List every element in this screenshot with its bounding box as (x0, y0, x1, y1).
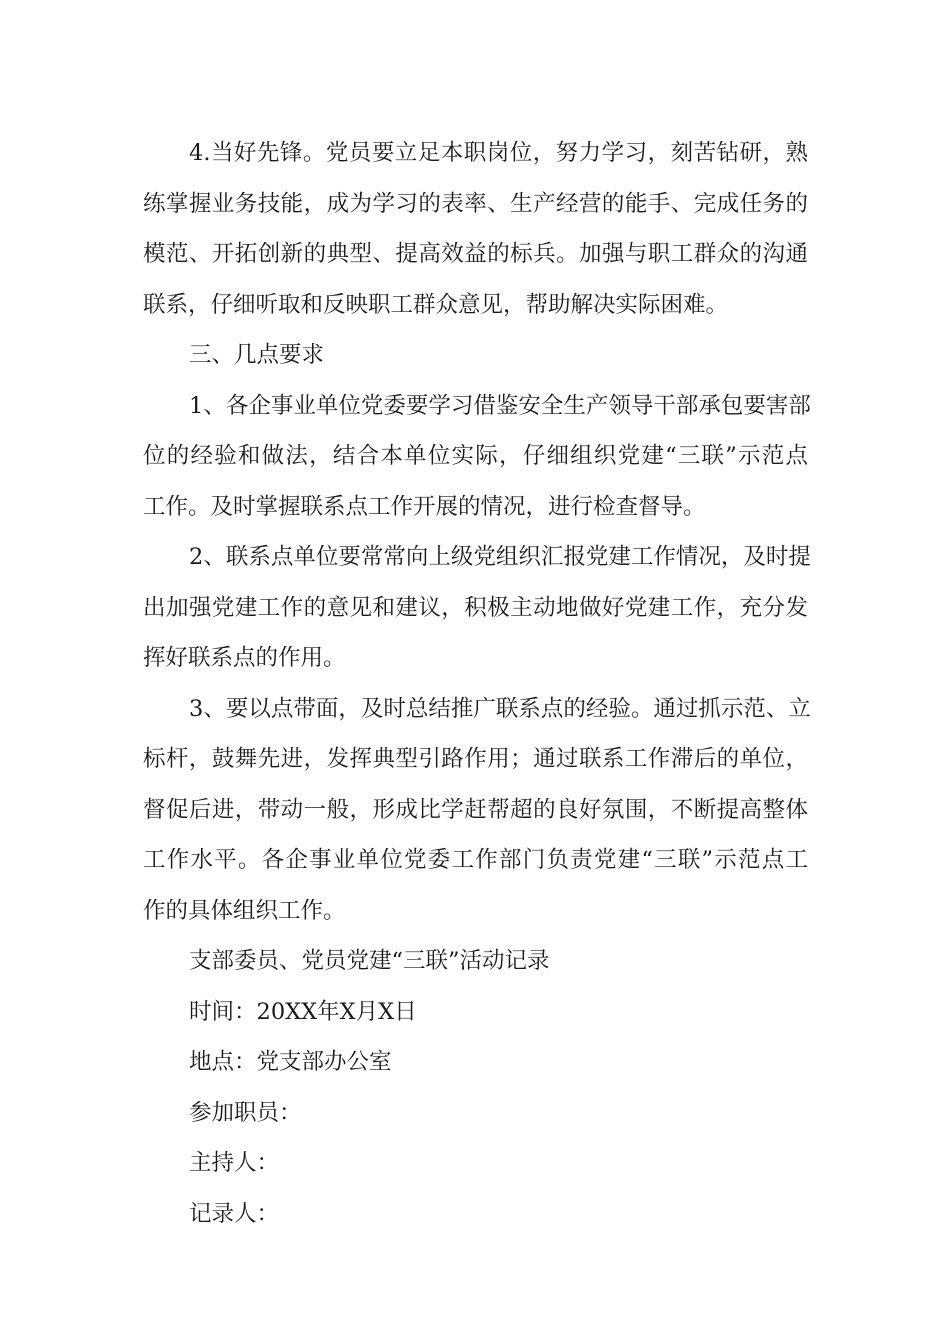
record-time: 时间：20XX年X月X日 (189, 998, 417, 1025)
text-line: 3、要以点带面，及时总结推广联系点的经验。通过抓示范、立 (189, 695, 811, 722)
record-recorder: 记录人： (189, 1200, 280, 1227)
text-line: 练掌握业务技能，成为学习的表率、生产经营的能手、完成任务的 (143, 190, 808, 217)
record-host: 主持人： (189, 1150, 280, 1176)
requirement-2 (143, 532, 811, 684)
text-line: 1、各企事业单位党委要学习借鉴安全生产领导干部承包要害部 (189, 392, 811, 419)
text-line: 位的经验和做法，结合本单位实际，仔细组织党建“三联”示范点 (143, 443, 808, 469)
text-line: 挥好联系点的作用。 (143, 645, 346, 671)
text-line: 2、联系点单位要常常向上级党组织汇报党建工作情况，及时提 (189, 544, 811, 570)
paragraph-item-4 (143, 128, 808, 330)
requirement-1 (143, 381, 811, 533)
requirement-3 (143, 684, 811, 937)
record-title: 支部委员、党员党建“三联”活动记录 (189, 948, 550, 974)
record-participants: 参加职员： (189, 1099, 302, 1126)
text-line: 作的具体组织工作。 (143, 897, 346, 924)
text-line: 工作水平。各企事业单位党委工作部门负责党建“三联”示范点工 (143, 847, 808, 873)
text-line: 标杆，鼓舞先进，发挥典型引路作用；通过联系工作滞后的单位， (143, 746, 808, 772)
text-line: 模范、开拓创新的典型、提高效益的标兵。加强与职工群众的沟通 (143, 241, 808, 267)
record-location: 地点：党支部办公室 (189, 1049, 392, 1075)
text-line: 联系，仔细听取和反映职工群众意见，帮助解决实际困难。 (143, 291, 729, 318)
text-line: 工作。及时掌握联系点工作开展的情况，进行检查督导。 (143, 493, 706, 520)
text-line: 4.当好先锋。党员要立足本职岗位，努力学习，刻苦钻研，熟 (189, 140, 808, 166)
document-body (143, 128, 811, 1239)
text-line: 督促后进，带动一般，形成比学赶帮超的良好氛围，不断提高整体 (143, 796, 808, 823)
text-line: 出加强党建工作的意见和建议，积极主动地做好党建工作，充分发 (143, 594, 808, 621)
section-heading: 三、几点要求 (189, 342, 325, 368)
